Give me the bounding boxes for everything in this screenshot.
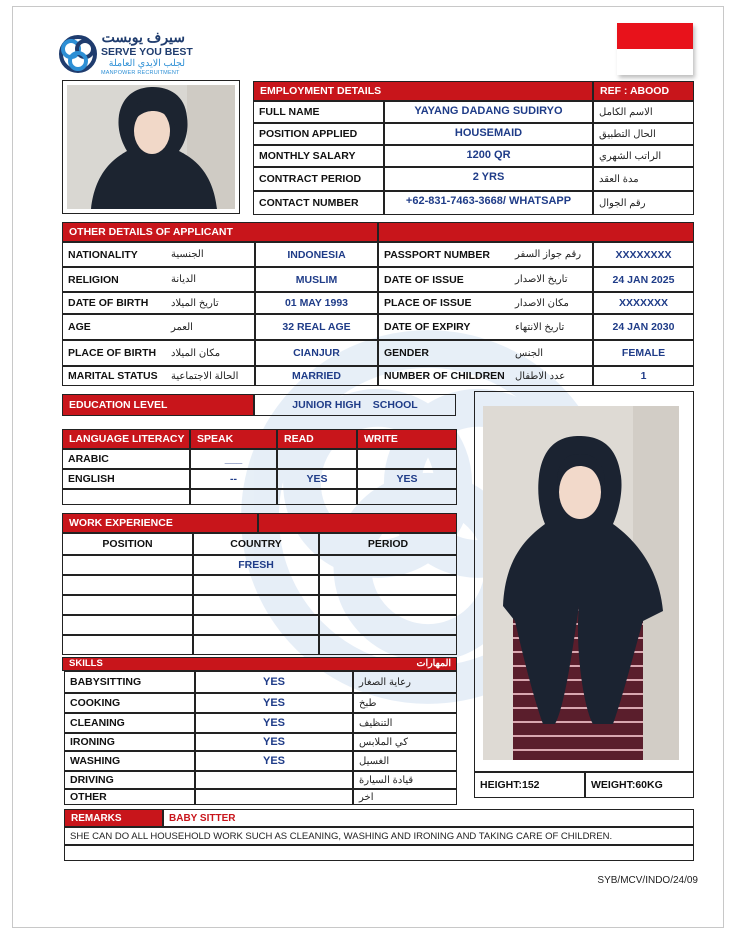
employment-label-arabic: رقم الجوال [593,191,694,215]
applicant-field-label-arabic: الديانة [166,267,255,292]
work-experience-header: WORK EXPERIENCE [62,513,258,533]
work-country-value: FRESH [193,555,319,575]
employment-value: +62-831-7463-3668/ WHATSAPP [384,191,593,215]
passport-field-label-arabic: عدد الاطفال [510,366,593,386]
applicant-portrait [62,80,240,214]
remarks-blank-row [64,845,694,861]
work-blank-cell [319,595,457,615]
applicant-field-label: DATE OF BIRTH [62,292,166,314]
employment-label-arabic: الراتب الشهري [593,145,694,167]
employment-label-arabic: مدة العقد [593,167,694,191]
indonesia-flag-icon [617,23,693,75]
other-details-header: OTHER DETAILS OF APPLICANT [62,222,378,242]
employment-label: FULL NAME [253,101,384,123]
work-column-header: POSITION [62,533,193,555]
passport-field-value: 24 JAN 2030 [593,314,694,340]
language-level [277,449,357,469]
skill-label: WASHING [64,751,195,771]
applicant-field-label: MARITAL STATUS [62,366,166,386]
logo-arabic-tagline: لجلب الايدي العاملة [108,58,185,69]
language-level: YES [357,469,457,489]
company-logo [57,29,237,81]
applicant-field-label: PLACE OF BIRTH [62,340,166,366]
work-column-header: COUNTRY [193,533,319,555]
work-blank-cell [62,575,193,595]
applicant-field-label: NATIONALITY [62,242,166,267]
passport-field-label: DATE OF ISSUE [378,267,510,292]
language-level: -- [190,469,277,489]
skill-label-arabic: اخر [353,789,457,805]
language-level: YES [277,469,357,489]
work-blank-cell [193,635,319,655]
applicant-field-label-arabic: تاريخ الميلاد [166,292,255,314]
employment-value: 1200 QR [384,145,593,167]
language-blank-cell [190,489,277,505]
passport-field-label: PASSPORT NUMBER [378,242,510,267]
language-level: ___ [190,449,277,469]
logo-knot-icon [57,31,99,77]
skill-label-arabic: طبخ [353,693,457,713]
passport-field-label-arabic: تاريخ الانتهاء [510,314,593,340]
applicant-field-value: CIANJUR [255,340,378,366]
applicant-field-label-arabic: الحالة الاجتماعية [166,366,255,386]
language-header-cell: SPEAK [190,429,277,449]
applicant-field-label-arabic: الجنسية [166,242,255,267]
passport-field-label-arabic: مكان الاصدار [510,292,593,314]
other-details-header-blank [378,222,694,242]
skill-label: OTHER [64,789,195,805]
work-blank-cell [319,635,457,655]
passport-field-label: DATE OF EXPIRY [378,314,510,340]
skill-value [195,771,353,789]
work-blank-cell [319,615,457,635]
skill-label: COOKING [64,693,195,713]
work-blank-cell [193,575,319,595]
work-blank-cell [62,595,193,615]
skill-label-arabic: الغسيل [353,751,457,771]
work-blank-cell [193,615,319,635]
employment-label: MONTHLY SALARY [253,145,384,167]
language-header-cell: READ [277,429,357,449]
language-header-cell: WRITE [357,429,457,449]
skill-label: CLEANING [64,713,195,733]
ref-code: REF : ABOOD [593,81,694,101]
employment-label: POSITION APPLIED [253,123,384,145]
employment-label: CONTRACT PERIOD [253,167,384,191]
skill-label: BABYSITTING [64,671,195,693]
work-blank-cell [62,615,193,635]
work-experience-header-blank [258,513,457,533]
employment-label-arabic: الاسم الكامل [593,101,694,123]
passport-field-value: XXXXXXX [593,292,694,314]
employment-label-arabic: الحال التطبيق [593,123,694,145]
applicant-field-value: MARRIED [255,366,378,386]
education-value: JUNIOR HIGH SCHOOL [254,394,456,416]
work-blank-cell [319,555,457,575]
remarks-text: SHE CAN DO ALL HOUSEHOLD WORK SUCH AS CLEANING, WASHING AND IRONING AND TAKING CARE OF CHILDREN. [64,827,694,845]
language-level [357,449,457,469]
portrait-photo-icon [67,85,235,209]
height-field: HEIGHT:152 [474,772,585,798]
language-blank-cell [277,489,357,505]
applicant-field-label: AGE [62,314,166,340]
work-blank-cell [193,595,319,615]
skill-label-arabic: رعاية الصغار [353,671,457,693]
education-header: EDUCATION LEVEL [62,394,254,416]
work-column-header: PERIOD [319,533,457,555]
logo-sub-tagline: MANPOWER RECRUITMENT [101,70,180,76]
skill-label-arabic: قيادة السيارة [353,771,457,789]
passport-field-label-arabic: الجنس [510,340,593,366]
application-form [12,6,724,928]
skill-value: YES [195,713,353,733]
language-name: ARABIC [62,449,190,469]
employment-value: YAYANG DADANG SUDIRYO [384,101,593,123]
skill-value: YES [195,693,353,713]
employment-value: HOUSEMAID [384,123,593,145]
skill-label: DRIVING [64,771,195,789]
language-blank-cell [357,489,457,505]
remarks-label: REMARKS [64,809,163,827]
remarks-value: BABY SITTER [163,809,694,827]
applicant-field-value: 01 MAY 1993 [255,292,378,314]
full-photo-icon [483,406,679,760]
skill-label-arabic: التنظيف [353,713,457,733]
skill-label-arabic: كي الملابس [353,733,457,751]
skill-value: YES [195,733,353,751]
footer-code: SYB/MCV/INDO/24/09 [597,875,698,886]
language-header-cell: LANGUAGE LITERACY [62,429,190,449]
work-blank-cell [319,575,457,595]
skills-header: SKILLS [69,658,103,669]
language-name: ENGLISH [62,469,190,489]
skill-value [195,789,353,805]
applicant-field-label-arabic: مكان الميلاد [166,340,255,366]
applicant-field-label: RELIGION [62,267,166,292]
passport-field-label: GENDER [378,340,510,366]
language-blank-cell [62,489,190,505]
employment-value: 2 YRS [384,167,593,191]
passport-field-label: NUMBER OF CHILDREN [378,366,510,386]
employment-label: CONTACT NUMBER [253,191,384,215]
passport-field-value: 24 JAN 2025 [593,267,694,292]
work-blank-cell [62,635,193,655]
logo-arabic-name: سيرف يوبست [101,29,185,45]
applicant-full-photo [483,406,679,760]
passport-field-label-arabic: رقم جواز السفر [510,242,593,267]
applicant-field-label-arabic: العمر [166,314,255,340]
work-blank-cell [62,555,193,575]
weight-field: WEIGHT:60KG [585,772,694,798]
skill-value: YES [195,671,353,693]
passport-field-value: FEMALE [593,340,694,366]
passport-field-value: 1 [593,366,694,386]
logo-english-name: SERVE YOU BEST [101,46,193,58]
employment-header: EMPLOYMENT DETAILS [253,81,593,101]
applicant-field-value: INDONESIA [255,242,378,267]
applicant-field-value: 32 REAL AGE [255,314,378,340]
passport-field-label: PLACE OF ISSUE [378,292,510,314]
skill-label: IRONING [64,733,195,751]
passport-field-value: XXXXXXXX [593,242,694,267]
skills-header-arabic: المهارات [416,658,451,669]
skill-value: YES [195,751,353,771]
passport-field-label-arabic: تاريخ الاصدار [510,267,593,292]
applicant-field-value: MUSLIM [255,267,378,292]
